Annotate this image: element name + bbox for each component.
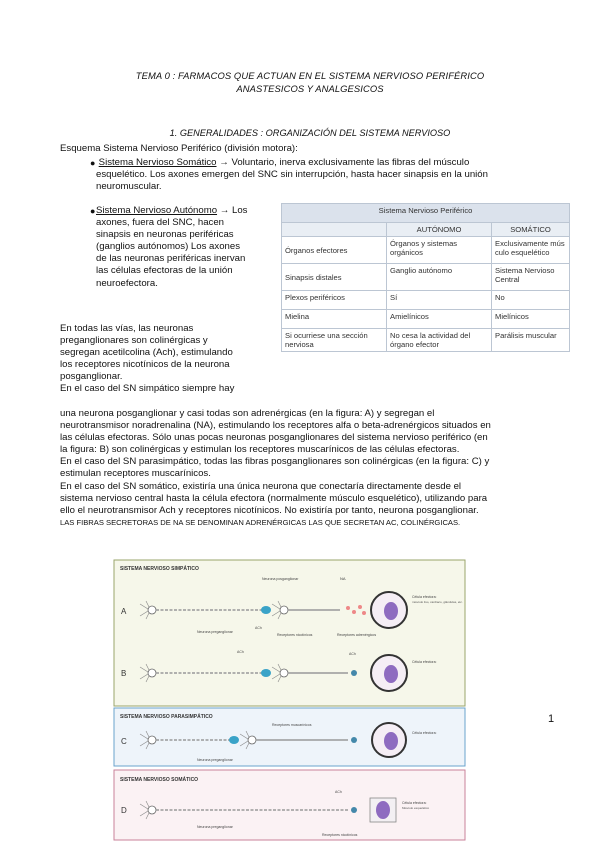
label-celula-efectora: Célula efectora:: [402, 801, 427, 805]
para-line: posganglionar.: [60, 371, 123, 383]
paragraph-main: [60, 408, 580, 517]
para-line: segregan acetilcolina (Ach), estimulando: [60, 347, 233, 359]
table-row: [282, 291, 570, 310]
table-cell: Sí: [387, 291, 492, 310]
label-celula-efectora: Célula efectora:: [412, 595, 437, 599]
para-line: los receptores nicotínicos de la neurona: [60, 359, 230, 371]
bullet-icon: ●: [90, 206, 96, 216]
bullet1-line3: neuromuscular.: [96, 181, 162, 193]
table-subheader-row: [282, 223, 570, 237]
table-header: Sistema Nervioso Periférico: [282, 204, 570, 223]
para-line: sistema nervioso central hasta la célula efectora (normalmente músculo esquelético), utilizando para: [60, 492, 488, 504]
table-row: [282, 264, 570, 291]
table-row: [282, 237, 570, 264]
col-somatico: SOMÁTICO: [492, 223, 570, 237]
label-preganglionar: Neurona preganglionar: [197, 825, 233, 829]
table-cell: Exclusivamente mús culo esquelético: [492, 237, 570, 264]
para-line: ello el neurotransmisor Ach y receptores nicotínicos. No existiría por tanto, neurona posganglionar.: [60, 504, 479, 516]
para-line: preganglionares son colinérgicas y: [60, 335, 208, 347]
intro-text: Esquema Sistema Nervioso Periférico (división motora):: [60, 143, 298, 154]
bullet2-line: neuroefectora.: [96, 277, 158, 289]
bullet2-line: las células efectoras de la unión: [96, 265, 233, 277]
table-cell: Plexos periféricos: [282, 291, 387, 310]
bullet2-line: axones, fuera del SNC, hacen: [96, 217, 224, 229]
label-ach: ACh: [255, 626, 262, 630]
table-row: [282, 329, 570, 352]
label-celula-efectora: Célula efectora:: [412, 731, 437, 735]
page-number: 1: [548, 713, 555, 725]
bullet1-line1: → Voluntario, inerva exclusivamente las fibras del músculo: [219, 157, 470, 168]
bullet-icon: ●: [90, 158, 96, 168]
label-receptores-muscarinicos: Receptores muscarínicos: [272, 723, 312, 727]
table-cell: Amielínicos: [387, 310, 492, 329]
label-receptores-adrenergicos: Receptores adrenérgicos: [337, 633, 377, 637]
para-line: las células efectoras. Sólo unas pocas neuronas posganglionares del sistema nervioso periférico (en: [60, 432, 488, 444]
para-line: neurotransmisor noradrenalina (NA), estimulando los receptores alfa o beta-adrenérgicos situados en: [60, 420, 491, 432]
title-line-2: ANASTESICOS Y ANALGESICOS: [236, 83, 384, 94]
label-ach: ACh: [237, 650, 244, 654]
label-celula-sub: músculo liso, cardíaco, glándulas, etc.: [412, 600, 463, 604]
para-line: En el caso del SN somático, existiría una única neurona que conectaría directamente desde el: [60, 480, 462, 492]
letter-d: D: [121, 806, 127, 815]
table-cell: Mielínicos: [492, 310, 570, 329]
bullet-somatico: [96, 157, 566, 193]
label-ach: ACh: [349, 652, 356, 656]
term-somatico: Sistema Nervioso Somático: [98, 157, 217, 168]
letter-c: C: [121, 737, 127, 746]
para-line: En el caso del SN simpático siempre hay: [60, 383, 235, 395]
nervous-system-figure: [112, 558, 467, 842]
label-simpatico: SISTEMA NERVIOSO SIMPÁTICO: [120, 566, 199, 572]
table-cell: Órganos efectores: [282, 237, 387, 264]
label-preganglionar: Neurona preganglionar: [197, 758, 233, 762]
label-musculo: Músculo esquelético: [402, 806, 430, 810]
para-line: En todas las vías, las neuronas: [60, 323, 194, 334]
label-somatico: SISTEMA NERVIOSO SOMÁTICO: [120, 777, 199, 783]
label-receptores-nicotinicos: Receptores nicotínicos: [277, 633, 313, 637]
table-cell: Sistema Nervioso Central: [492, 264, 570, 291]
col-autonomo: AUTÓNOMO: [387, 223, 492, 237]
bullet-autonomo: [96, 205, 276, 290]
table-cell: Si ocurriese una sección nerviosa: [282, 329, 387, 352]
para-line: estimulan receptores muscarínicos.: [60, 468, 211, 480]
label-receptores-nicotinicos: Receptores nicotínicos: [322, 833, 358, 837]
letter-a: A: [121, 607, 127, 616]
bullet1-line2: esquelético. Los axones emergen del SNC sin interrupción, hasta hacer sinapsis en la unión: [96, 169, 488, 181]
table-header-row: [282, 204, 570, 223]
term-autonomo: Sistema Nervioso Autónomo: [96, 205, 218, 216]
table-cell: Órganos y sistemas orgánicos: [387, 237, 492, 264]
table-cell: Parálisis muscular: [492, 329, 570, 352]
comparison-table: [281, 203, 570, 352]
title-line-1: TEMA 0 : FARMACOS QUE ACTUAN EN EL SISTEMA NERVIOSO PERIFÉRICO: [135, 70, 485, 81]
bullet2-line1: → Los: [219, 205, 248, 216]
table-cell: No: [492, 291, 570, 310]
section-heading: 1. GENERALIDADES : ORGANIZACIÓN DEL SISTEMA NERVIOSO: [169, 128, 451, 138]
table-cell: Sinapsis distales: [282, 264, 387, 291]
para-line: una neurona posganglionar y casi todas son adrenérgicas (en la figura: A) y segregan el: [60, 408, 435, 419]
label-posganglionar: Neurona posganglionar: [262, 577, 299, 581]
table-cell: Mielina: [282, 310, 387, 329]
bullet2-line: (ganglios autónomos) Los axones: [96, 241, 240, 253]
label-ach: ACh: [335, 790, 342, 794]
bullet2-line: de las neuronas periféricas inervan: [96, 253, 246, 265]
table-cell: [282, 223, 387, 237]
table-row: [282, 310, 570, 329]
bullet2-line: sinapsis en neuronas periféricas: [96, 229, 234, 241]
label-na: NA: [340, 576, 346, 581]
paragraph-left: [60, 323, 275, 396]
document-title: [60, 69, 560, 95]
label-parasimpatico: SISTEMA NERVIOSO PARASIMPÁTICO: [120, 714, 213, 720]
label-preganglionar: Neurona preganglionar: [197, 630, 233, 634]
table-cell: Ganglio autónomo: [387, 264, 492, 291]
label-celula-efectora: Célula efectora:: [412, 660, 437, 664]
para-line: En el caso del SN parasimpático, todas las fibras posganglionares son colinérgicas (en la figura: C) y: [60, 456, 490, 468]
para-line: la figura: B) son colinérgicas y estimulan los receptores muscarínicos de las células efectoras.: [60, 444, 460, 456]
caps-note: LAS FIBRAS SECRETORAS DE NA SE DENOMINAN ADRENÉRGICAS LAS QUE SECRETAN AC, COLINÉRGICAS.: [60, 518, 461, 527]
letter-b: B: [121, 669, 127, 678]
table-cell: No cesa la actividad del órgano efector: [387, 329, 492, 352]
